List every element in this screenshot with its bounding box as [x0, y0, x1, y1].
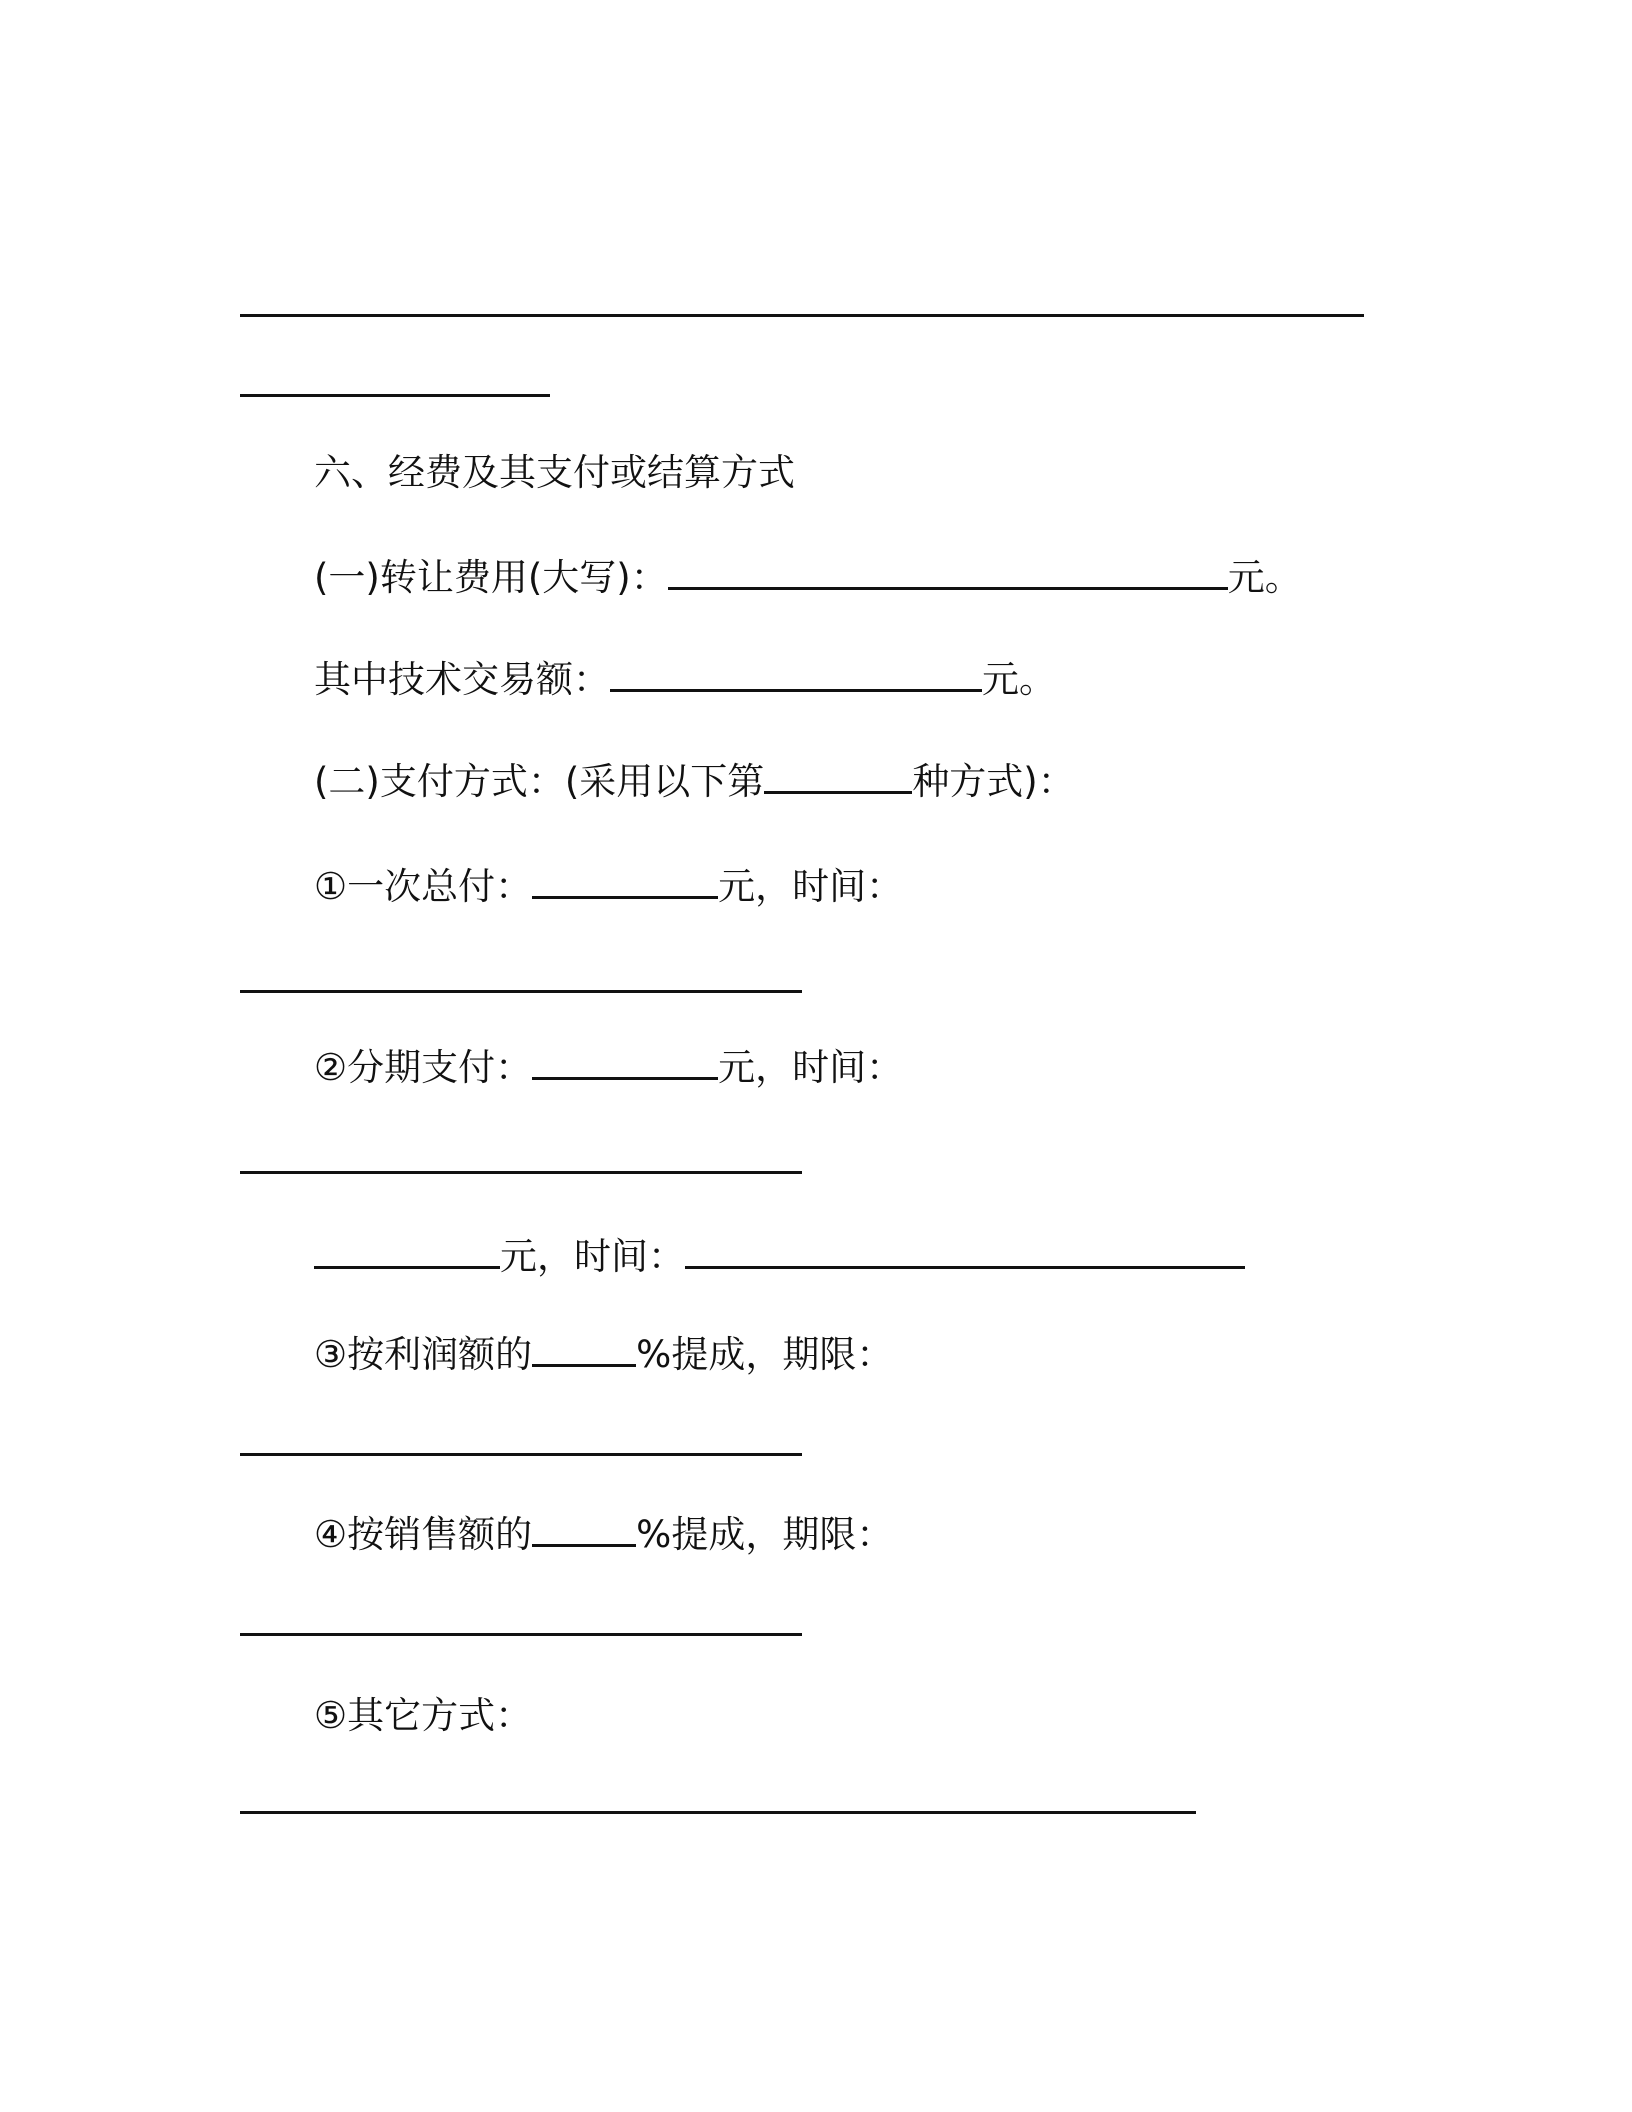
- installment-time-blank[interactable]: [240, 1171, 802, 1174]
- installment-second-unit: 元，时间：: [500, 1235, 685, 1278]
- fill-line-top-1[interactable]: [240, 314, 1364, 317]
- sales-share-period-blank[interactable]: [240, 1633, 802, 1636]
- profit-share-line: [314, 1330, 893, 1380]
- profit-share-period-blank[interactable]: [240, 1453, 802, 1456]
- transfer-fee-unit: 元。: [1227, 556, 1302, 599]
- profit-share-label: ③按利润额的: [314, 1333, 533, 1376]
- lump-sum-amount-blank[interactable]: [532, 862, 718, 899]
- payment-method-blank[interactable]: [764, 757, 912, 794]
- installment-label: ②分期支付：: [314, 1046, 533, 1089]
- transfer-fee-label: (一)转让费用(大写)：: [314, 556, 668, 599]
- other-method-line: [314, 1691, 532, 1741]
- lump-sum-time-blank[interactable]: [240, 990, 802, 993]
- sales-share-suffix: %提成，期限：: [636, 1513, 894, 1556]
- section-title-text: 六、经费及其支付或结算方式: [314, 451, 795, 494]
- lump-sum-label: ①一次总付：: [314, 865, 533, 908]
- tech-trade-blank[interactable]: [610, 655, 982, 692]
- tech-trade-label: 其中技术交易额：: [314, 658, 610, 701]
- installment-second-amount-blank[interactable]: [314, 1232, 500, 1269]
- fill-line-top-2[interactable]: [240, 394, 550, 397]
- other-method-label: ⑤其它方式：: [314, 1694, 533, 1737]
- tech-trade-line: [314, 655, 1056, 705]
- sales-share-percent-blank[interactable]: [532, 1510, 636, 1547]
- profit-share-percent-blank[interactable]: [532, 1330, 636, 1367]
- section-title: [314, 448, 795, 498]
- sales-share-line: [314, 1510, 893, 1560]
- profit-share-suffix: %提成，期限：: [636, 1333, 894, 1376]
- installment-second-time-blank[interactable]: [685, 1232, 1245, 1269]
- lump-sum-line: [314, 862, 903, 912]
- installment-amount-blank[interactable]: [532, 1043, 718, 1080]
- transfer-fee-line: [314, 553, 1302, 603]
- installment-line: [314, 1043, 903, 1093]
- payment-method-suffix: 种方式)：: [912, 760, 1075, 803]
- installment-second-line: [314, 1232, 1245, 1282]
- lump-sum-unit: 元，时间：: [718, 865, 904, 908]
- transfer-fee-blank[interactable]: [668, 553, 1228, 590]
- installment-unit: 元，时间：: [718, 1046, 904, 1089]
- tech-trade-unit: 元。: [982, 658, 1056, 701]
- other-method-blank[interactable]: [240, 1811, 1196, 1814]
- sales-share-label: ④按销售额的: [314, 1513, 533, 1556]
- payment-method-line: [314, 757, 1075, 807]
- payment-method-label: (二)支付方式：(采用以下第: [314, 760, 765, 803]
